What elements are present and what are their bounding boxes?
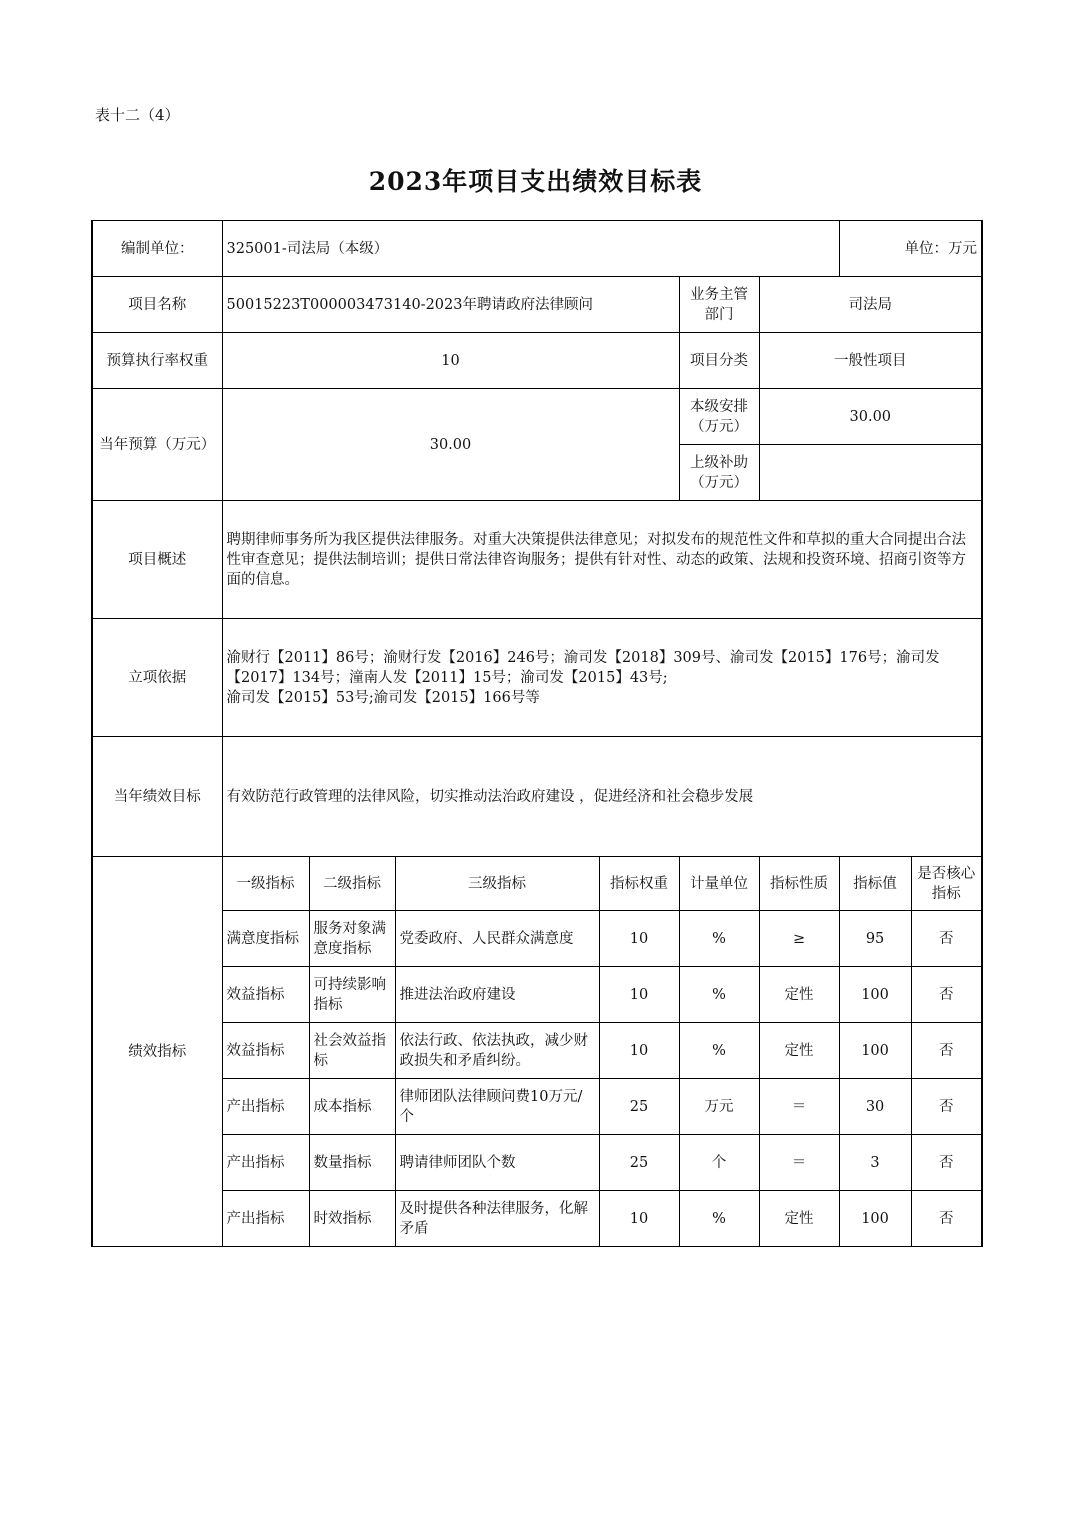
row-nature: 定性	[759, 1191, 839, 1247]
performance-table	[91, 220, 983, 1247]
row-nature: ＝	[759, 1079, 839, 1135]
budget-label: 当年预算（万元）	[92, 389, 222, 501]
table-row	[92, 1023, 982, 1079]
header-l2: 二级指标	[309, 857, 395, 911]
header-nature: 指标性质	[759, 857, 839, 911]
basis-line-1: 渝财行【2011】86号；渝财行发【2016】246号；渝司发【2018】309号、渝司发【2015】176号；渝司发【2017】134号；潼南人发【2011】15号；渝司发【2015】43号;	[226, 649, 940, 686]
row-nature: ≥	[759, 911, 839, 967]
unit-value: 325001-司法局（本级）	[222, 221, 839, 277]
header-weight: 指标权重	[599, 857, 679, 911]
unit-label: 编制单位：	[92, 221, 222, 277]
row-nature: 定性	[759, 967, 839, 1023]
category-label: 项目分类	[679, 333, 759, 389]
upper-value	[759, 445, 982, 501]
project-name-value: 50015223T000003473140-2023年聘请政府法律顾问	[222, 277, 679, 333]
header-value: 指标值	[839, 857, 911, 911]
row-weight: 10	[599, 1191, 679, 1247]
row-unit: %	[679, 1191, 759, 1247]
row-l1: 效益指标	[222, 1023, 309, 1079]
row-nature: 定性	[759, 1023, 839, 1079]
row-l2: 服务对象满意度指标	[309, 911, 395, 967]
header-unit: 计量单位	[679, 857, 759, 911]
overview-text: 聘期律师事务所为我区提供法律服务。对重大决策提供法律意见；对拟发布的规范性文件和草拟的重大合同提出合法性审查意见；提供法制培训；提供日常法律咨询服务；提供有针对性、动态的政策、法规和投资环境、招商引资等方面的信息。	[222, 501, 982, 619]
row-weight: 10	[599, 911, 679, 967]
row-core: 否	[911, 1191, 982, 1247]
goal-text: 有效防范行政管理的法律风险，切实推动法治政府建设 ，促进经济和社会稳步发展	[222, 737, 982, 857]
row-l3: 及时提供各种法律服务，化解矛盾	[395, 1191, 599, 1247]
row-l3: 依法行政、依法执政，减少财政损失和矛盾纠纷。	[395, 1023, 599, 1079]
row-l3: 律师团队法律顾问费10万元/个	[395, 1079, 599, 1135]
table-row	[92, 911, 982, 967]
category-value: 一般性项目	[759, 333, 982, 389]
local-label: 本级安排（万元）	[679, 389, 759, 445]
row-weight: 10	[599, 1023, 679, 1079]
basis-text	[222, 619, 982, 737]
upper-label: 上级补助（万元）	[679, 445, 759, 501]
row-core: 否	[911, 967, 982, 1023]
row-value: 95	[839, 911, 911, 967]
row-weight: 25	[599, 1079, 679, 1135]
row-l2: 数量指标	[309, 1135, 395, 1191]
row-unit: %	[679, 911, 759, 967]
row-value: 100	[839, 1191, 911, 1247]
row-unit: %	[679, 967, 759, 1023]
basis-label: 立项依据	[92, 619, 222, 737]
local-value: 30.00	[759, 389, 982, 445]
goal-label: 当年绩效目标	[92, 737, 222, 857]
page-label: 表十二（4）	[95, 106, 180, 124]
budget-value: 30.00	[222, 389, 679, 501]
row-l3: 聘请律师团队个数	[395, 1135, 599, 1191]
row-l1: 产出指标	[222, 1079, 309, 1135]
row-value: 30	[839, 1079, 911, 1135]
row-nature: ＝	[759, 1135, 839, 1191]
row-unit: 个	[679, 1135, 759, 1191]
row-value: 3	[839, 1135, 911, 1191]
row-l2: 可持续影响指标	[309, 967, 395, 1023]
overview-label: 项目概述	[92, 501, 222, 619]
table-row	[92, 1191, 982, 1247]
row-l2: 社会效益指标	[309, 1023, 395, 1079]
dept-value: 司法局	[759, 277, 982, 333]
row-value: 100	[839, 1023, 911, 1079]
header-core: 是否核心指标	[911, 857, 982, 911]
row-l1: 产出指标	[222, 1191, 309, 1247]
weight-label: 预算执行率权重	[92, 333, 222, 389]
table-row	[92, 967, 982, 1023]
row-l1: 效益指标	[222, 967, 309, 1023]
row-l3: 党委政府、人民群众满意度	[395, 911, 599, 967]
row-core: 否	[911, 1079, 982, 1135]
project-name-label: 项目名称	[92, 277, 222, 333]
row-unit: 万元	[679, 1079, 759, 1135]
row-core: 否	[911, 1023, 982, 1079]
page-title: 2023年项目支出绩效目标表	[368, 167, 703, 196]
table-row	[92, 1079, 982, 1135]
indicators-label: 绩效指标	[92, 857, 222, 1247]
row-l1: 满意度指标	[222, 911, 309, 967]
row-l2: 成本指标	[309, 1079, 395, 1135]
basis-line-2: 渝司发【2015】53号;渝司发【2015】166号等	[226, 689, 540, 706]
dept-label: 业务主管部门	[679, 277, 759, 333]
row-l1: 产出指标	[222, 1135, 309, 1191]
row-weight: 25	[599, 1135, 679, 1191]
row-value: 100	[839, 967, 911, 1023]
table-row	[92, 1135, 982, 1191]
row-weight: 10	[599, 967, 679, 1023]
row-l2: 时效指标	[309, 1191, 395, 1247]
currency-label: 单位：万元	[839, 221, 982, 277]
row-l3: 推进法治政府建设	[395, 967, 599, 1023]
header-l1: 一级指标	[222, 857, 309, 911]
row-unit: %	[679, 1023, 759, 1079]
row-core: 否	[911, 911, 982, 967]
row-core: 否	[911, 1135, 982, 1191]
weight-value: 10	[222, 333, 679, 389]
header-l3: 三级指标	[395, 857, 599, 911]
